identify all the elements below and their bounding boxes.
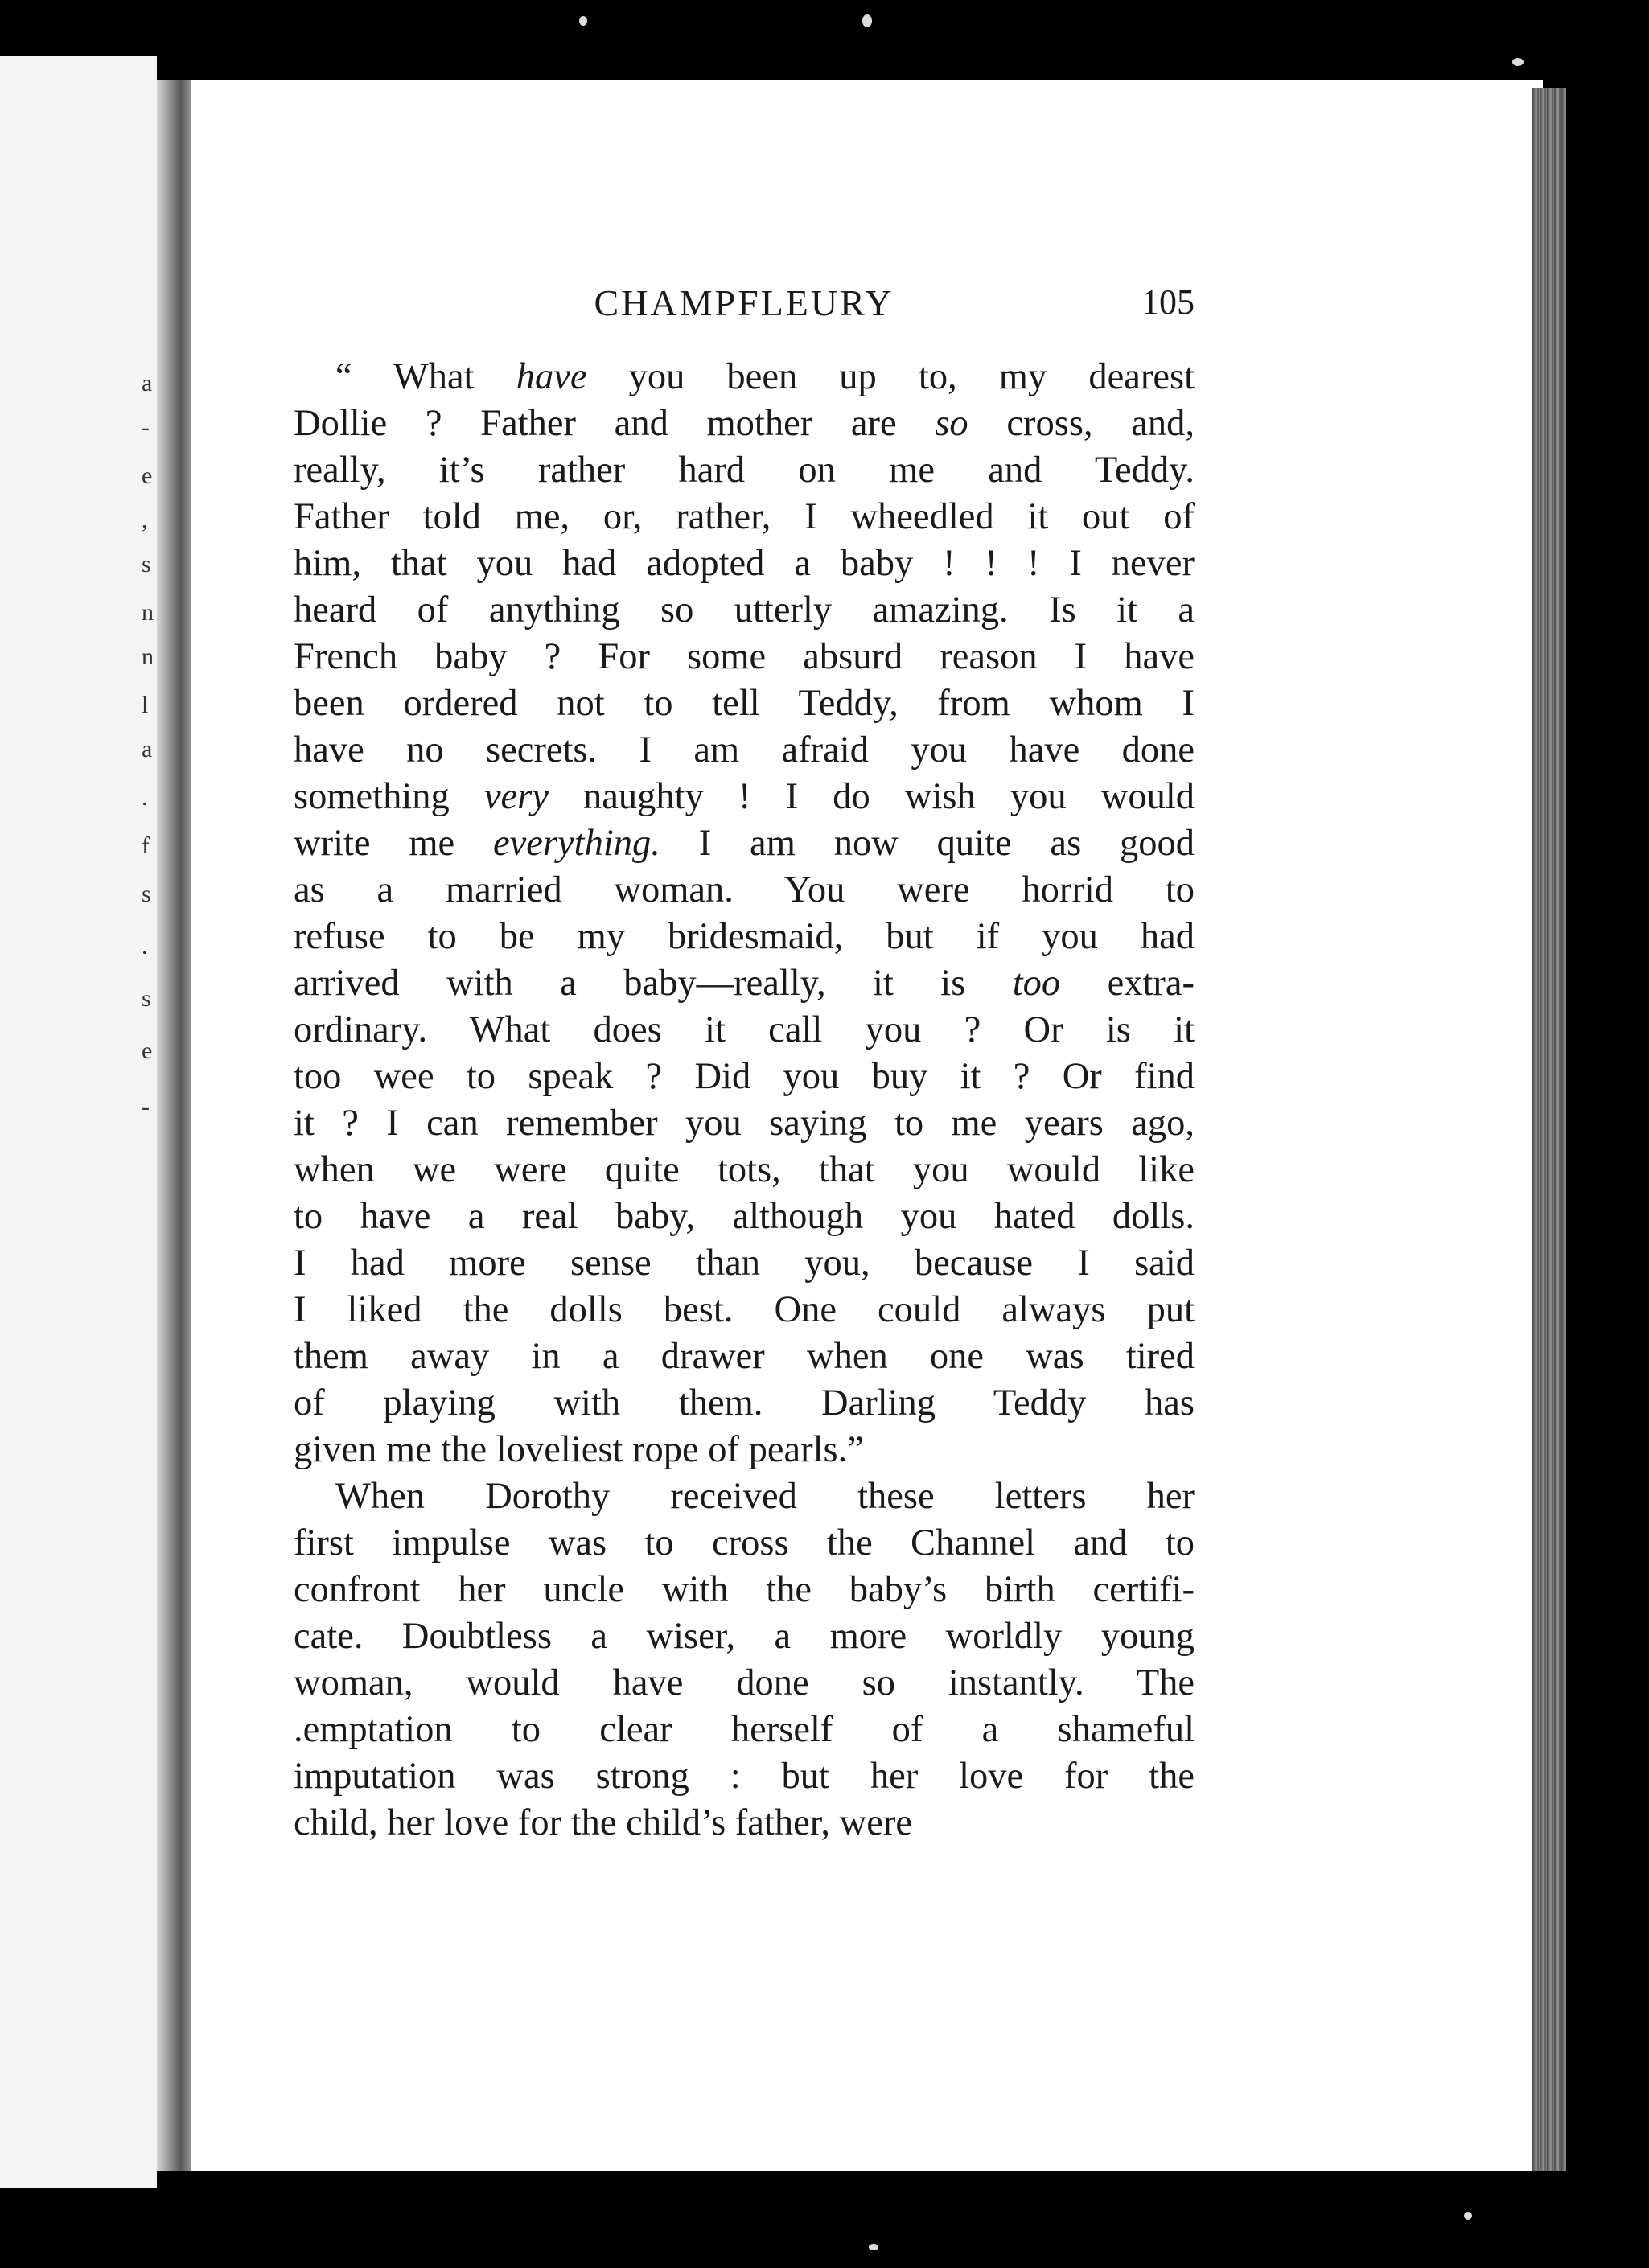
- text-line: [294, 1054, 1195, 1100]
- facing-page-char: .: [142, 933, 148, 959]
- text-run: heard of anything so utterly amazing. Is it a: [294, 590, 1195, 631]
- facing-page-char: -: [142, 1094, 150, 1120]
- italic-emphasis: have: [516, 356, 587, 397]
- page-number: 105: [1141, 282, 1195, 322]
- text-run: have no secrets. I am afraid you have done: [294, 729, 1195, 770]
- text-line: [294, 1147, 1195, 1194]
- text-run: refuse to be my bridesmaid, but if you had: [294, 916, 1195, 957]
- text-line: [294, 1007, 1195, 1054]
- text-run: arrived with a baby—really, it is: [294, 963, 1013, 1004]
- facing-page-char: l: [142, 692, 149, 718]
- text-line: [294, 820, 1195, 867]
- text-run: Dollie ? Father and mother are: [294, 403, 936, 444]
- text-run: imputation was strong : but her love for the: [294, 1756, 1195, 1797]
- running-header: [294, 281, 1195, 330]
- facing-page-char: a: [142, 370, 153, 396]
- text-line: [294, 1333, 1195, 1380]
- italic-emphasis: so: [935, 403, 968, 444]
- text-run: ordinary. What does it call you ? Or is it: [294, 1009, 1195, 1050]
- text-run: to have a real baby, although you hated dolls.: [294, 1196, 1195, 1237]
- text-run: write me: [294, 823, 494, 864]
- text-line: [294, 1427, 1195, 1473]
- text-run: when we were quite tots, that you would like: [294, 1149, 1195, 1190]
- facing-page-char: a: [142, 736, 153, 762]
- running-title: CHAMPFLEURY: [594, 282, 894, 323]
- facing-page-char: f: [142, 832, 150, 859]
- text-line: [294, 447, 1195, 494]
- text-line: [294, 1100, 1195, 1147]
- text-run: him, that you had adopted a baby ! ! ! I never: [294, 543, 1195, 584]
- text-line: [294, 1800, 1195, 1847]
- text-run: you been up to, my dearest: [586, 356, 1195, 397]
- paragraph: [294, 354, 1195, 1473]
- italic-emphasis: too: [1012, 963, 1061, 1004]
- facing-page-edge: [0, 56, 157, 2188]
- text-line: [294, 1473, 1195, 1520]
- text-line: [294, 1240, 1195, 1287]
- facing-page-char: s: [142, 985, 151, 1012]
- text-run: I am now quite as good: [660, 823, 1195, 864]
- text-line: [294, 1660, 1195, 1707]
- text-line: [294, 354, 1195, 401]
- text-line: [294, 1520, 1195, 1567]
- text-line: [294, 494, 1195, 540]
- text-run: really, it’s rather hard on me and Teddy.: [294, 450, 1195, 491]
- italic-emphasis: very: [483, 776, 549, 817]
- text-line: [294, 401, 1195, 447]
- text-line: [294, 914, 1195, 960]
- text-line: [294, 540, 1195, 587]
- text-run: something: [294, 776, 484, 817]
- text-line: [294, 587, 1195, 634]
- text-run: given me the loveliest rope of pearls.”: [294, 1429, 864, 1470]
- facing-page-char: ,: [142, 507, 148, 533]
- paragraph: [294, 1473, 1195, 1847]
- facing-page-char: .: [142, 784, 148, 811]
- text-run: .emptation to clear herself of a shameful: [294, 1709, 1195, 1750]
- text-run: When Dorothy received these letters her: [335, 1476, 1195, 1517]
- facing-page-char: n: [142, 599, 154, 626]
- facing-page-char: s: [142, 551, 151, 577]
- italic-emphasis: everything.: [493, 823, 660, 864]
- text-run: naughty ! I do wish you would: [548, 776, 1195, 817]
- facing-page-char: e: [142, 1037, 153, 1064]
- body-text: [294, 354, 1195, 1847]
- text-line: [294, 1613, 1195, 1660]
- scan-speck: [862, 14, 872, 27]
- scan-speck: [869, 2244, 878, 2250]
- text-line: [294, 727, 1195, 774]
- scan-speck: [579, 16, 587, 26]
- text-run: them away in a drawer when one was tired: [294, 1336, 1195, 1377]
- text-line: [294, 634, 1195, 680]
- text-line: [294, 774, 1195, 820]
- text-run: I had more sense than you, because I said: [294, 1243, 1195, 1284]
- text-run: confront her uncle with the baby’s birth certifi-: [294, 1569, 1195, 1610]
- text-run: as a married woman. You were horrid to: [294, 869, 1195, 910]
- facing-page-char: e: [142, 462, 153, 489]
- text-run: too wee to speak ? Did you buy it ? Or find: [294, 1056, 1195, 1097]
- facing-page-char: s: [142, 881, 151, 907]
- text-run: extra-: [1060, 963, 1195, 1004]
- text-line: [294, 867, 1195, 914]
- text-line: [294, 680, 1195, 727]
- text-run: first impulse was to cross the Channel and to: [294, 1522, 1195, 1563]
- text-line: [294, 1380, 1195, 1427]
- text-run: woman, would have done so instantly. The: [294, 1662, 1195, 1703]
- text-run: of playing with them. Darling Teddy has: [294, 1383, 1195, 1424]
- scan-speck: [1512, 58, 1524, 66]
- facing-page-char: -: [142, 414, 150, 441]
- text-run: it ? I can remember you saying to me years ago,: [294, 1103, 1195, 1144]
- text-run: Father told me, or, rather, I wheedled it out of: [294, 496, 1195, 537]
- text-line: [294, 960, 1195, 1007]
- text-run: I liked the dolls best. One could always put: [294, 1289, 1195, 1330]
- text-run: child, her love for the child’s father, were: [294, 1802, 912, 1843]
- text-line: [294, 1194, 1195, 1240]
- text-run: “ What: [335, 356, 516, 397]
- text-line: [294, 1287, 1195, 1333]
- text-run: cate. Doubtless a wiser, a more worldly young: [294, 1616, 1195, 1657]
- text-line: [294, 1707, 1195, 1753]
- text-run: been ordered not to tell Teddy, from whom I: [294, 683, 1195, 724]
- scan-speck: [1464, 2212, 1472, 2220]
- facing-page-char: n: [142, 643, 154, 670]
- text-run: cross, and,: [968, 403, 1195, 444]
- text-line: [294, 1753, 1195, 1800]
- text-run: French baby ? For some absurd reason I have: [294, 636, 1195, 677]
- page-stack-edge: [1532, 88, 1566, 2171]
- text-line: [294, 1567, 1195, 1613]
